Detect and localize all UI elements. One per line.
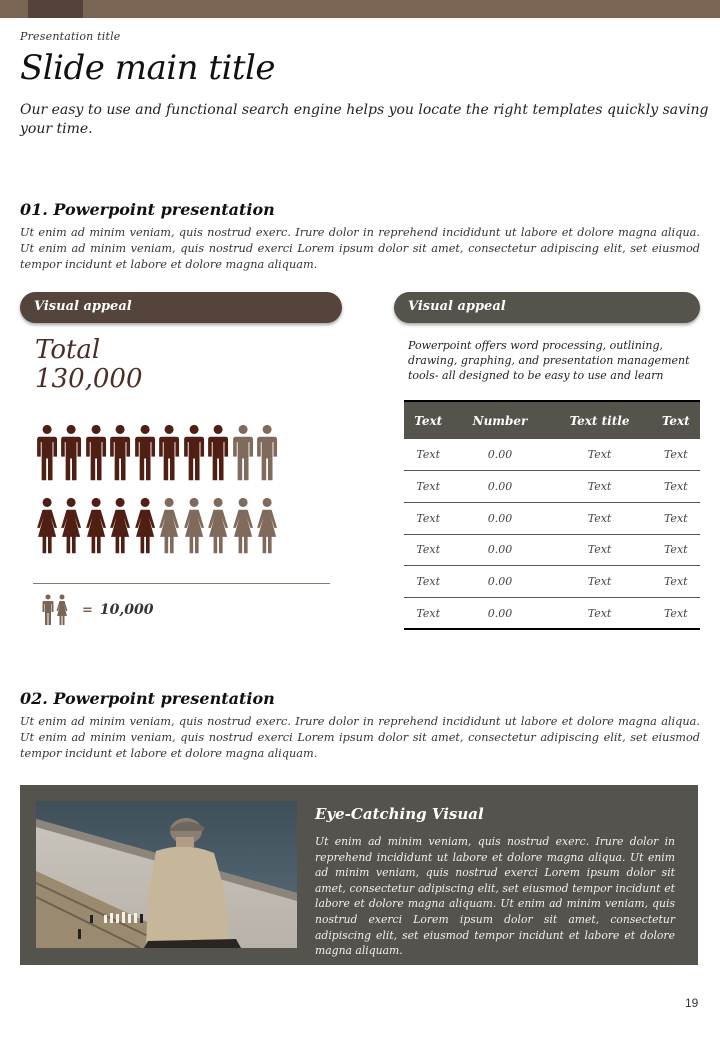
total-block bbox=[35, 336, 143, 394]
total-value: 130,000 bbox=[35, 364, 143, 394]
woman-icon-empty bbox=[256, 497, 278, 555]
man-icon-filled bbox=[109, 424, 131, 482]
section-2-body: Ut enim ad minim veniam, quis nostrud exerc. Irure dolor in reprehend incididunt ut labore et dolore magna aliqua. Ut enim ad minim veniam, quis nostrud exerci Lorem ipsum dolor sit amet, consectetur adipiscing elit, set eiusmod tempor incidunt et labore et dolore magna aliquam. bbox=[20, 715, 700, 760]
table-row bbox=[404, 471, 700, 503]
data-table bbox=[404, 400, 700, 630]
slide-subtitle: Our easy to use and functional search engine helps you locate the right templates quickly saving your time. bbox=[20, 102, 709, 137]
photo-illustration bbox=[36, 801, 297, 948]
table-cell: 0.00 bbox=[452, 534, 547, 566]
table-cell: Text bbox=[404, 597, 452, 629]
man-icon-empty bbox=[232, 424, 254, 482]
table-cell: Text bbox=[404, 439, 452, 471]
visual-box-body: Ut enim ad minim veniam, quis nostrud exerc. Irure dolor in reprehend incididunt ut labore et dolore magna aliqua. Ut enim ad minim veniam, quis nostrud exerci Lorem ipsum dolor sit amet, consectetur adipiscing elit, set eiusmod tempor incidunt et labore et dolore magna aliquam. Ut enim ad minim veniam, quis nostrud exerci Lorem ipsum dolor sit amet, consectetur adipiscing elit, set eiusmod tempor incidunt et labore et dolore magna aliquam. bbox=[315, 835, 675, 958]
section-2-heading: 02. Powerpoint presentation bbox=[20, 689, 275, 708]
table-cell: Text bbox=[652, 502, 700, 534]
pictogram-divider bbox=[33, 583, 330, 584]
man-icon-filled bbox=[85, 424, 107, 482]
table-cell: 0.00 bbox=[452, 502, 547, 534]
table-cell: Text bbox=[548, 534, 652, 566]
table-row bbox=[404, 502, 700, 534]
man-legend-icon bbox=[42, 594, 54, 626]
table-cell: Text bbox=[652, 471, 700, 503]
slide-main-title: Slide main title bbox=[20, 48, 276, 88]
table-row bbox=[404, 597, 700, 629]
man-icon-filled bbox=[60, 424, 82, 482]
section-1-body: Ut enim ad minim veniam, quis nostrud exerc. Irure dolor in reprehend incididunt ut labore et dolore magna aliqua. Ut enim ad minim veniam, quis nostrud exerci Lorem ipsum dolor sit amet, consectetur adipiscing elit, set eiusmod tempor incidunt et labore et dolore magna aliquam. bbox=[20, 226, 700, 271]
table-header-cell: Number bbox=[452, 401, 547, 439]
table-cell: 0.00 bbox=[452, 597, 547, 629]
table-header-cell: Text bbox=[404, 401, 452, 439]
table-cell: 0.00 bbox=[452, 566, 547, 598]
woman-icon-empty bbox=[207, 497, 229, 555]
legend-value: 10,000 bbox=[99, 602, 154, 618]
section-1-heading: 01. Powerpoint presentation bbox=[20, 200, 275, 219]
table-cell: Text bbox=[652, 566, 700, 598]
table-cell: Text bbox=[548, 439, 652, 471]
legend-equals: = bbox=[82, 602, 93, 618]
man-icon-filled bbox=[36, 424, 58, 482]
table-cell: Text bbox=[404, 566, 452, 598]
table-row bbox=[404, 439, 700, 471]
man-icon-empty bbox=[256, 424, 278, 482]
woman-icon-empty bbox=[183, 497, 205, 555]
woman-icon-empty bbox=[232, 497, 254, 555]
table-header-cell: Text title bbox=[548, 401, 652, 439]
woman-legend-icon bbox=[56, 594, 68, 626]
table-cell: Text bbox=[548, 566, 652, 598]
table-row bbox=[404, 534, 700, 566]
top-banner-accent bbox=[28, 0, 83, 18]
eye-catching-visual-box bbox=[20, 785, 698, 965]
woman-icon-empty bbox=[158, 497, 180, 555]
top-banner bbox=[0, 0, 720, 18]
right-description: Powerpoint offers word processing, outlining, drawing, graphing, and presentation management tools- all designed to be easy to use and learn bbox=[408, 339, 690, 382]
man-icon-filled bbox=[158, 424, 180, 482]
men-pictogram-row bbox=[36, 424, 279, 482]
page-number: 19 bbox=[685, 996, 699, 1010]
woman-icon-filled bbox=[109, 497, 131, 555]
table-cell: Text bbox=[548, 471, 652, 503]
man-icon-filled bbox=[134, 424, 156, 482]
left-pill-label: Visual appeal bbox=[34, 299, 132, 314]
right-pill-label: Visual appeal bbox=[408, 299, 506, 314]
total-label: Total bbox=[35, 335, 101, 365]
pictogram-legend bbox=[42, 594, 154, 626]
photo-old-man-chess bbox=[36, 801, 297, 948]
women-pictogram-row bbox=[36, 497, 279, 555]
table-cell: 0.00 bbox=[452, 471, 547, 503]
table-cell: Text bbox=[404, 502, 452, 534]
table-cell: Text bbox=[548, 597, 652, 629]
table-cell: Text bbox=[404, 534, 452, 566]
woman-icon-filled bbox=[60, 497, 82, 555]
table-cell: Text bbox=[652, 439, 700, 471]
woman-icon-filled bbox=[36, 497, 58, 555]
presentation-title: Presentation title bbox=[20, 30, 121, 43]
woman-icon-filled bbox=[134, 497, 156, 555]
visual-box-title: Eye-Catching Visual bbox=[315, 805, 484, 823]
left-visual-appeal-header bbox=[20, 292, 342, 323]
table-row bbox=[404, 566, 700, 598]
man-icon-filled bbox=[183, 424, 205, 482]
right-visual-appeal-header bbox=[394, 292, 700, 323]
woman-icon-filled bbox=[85, 497, 107, 555]
table-cell: Text bbox=[404, 471, 452, 503]
table-cell: Text bbox=[652, 597, 700, 629]
man-icon-filled bbox=[207, 424, 229, 482]
table-cell: 0.00 bbox=[452, 439, 547, 471]
table-cell: Text bbox=[652, 534, 700, 566]
table-cell: Text bbox=[548, 502, 652, 534]
table-header-row bbox=[404, 401, 700, 439]
table-header-cell: Text bbox=[652, 401, 700, 439]
